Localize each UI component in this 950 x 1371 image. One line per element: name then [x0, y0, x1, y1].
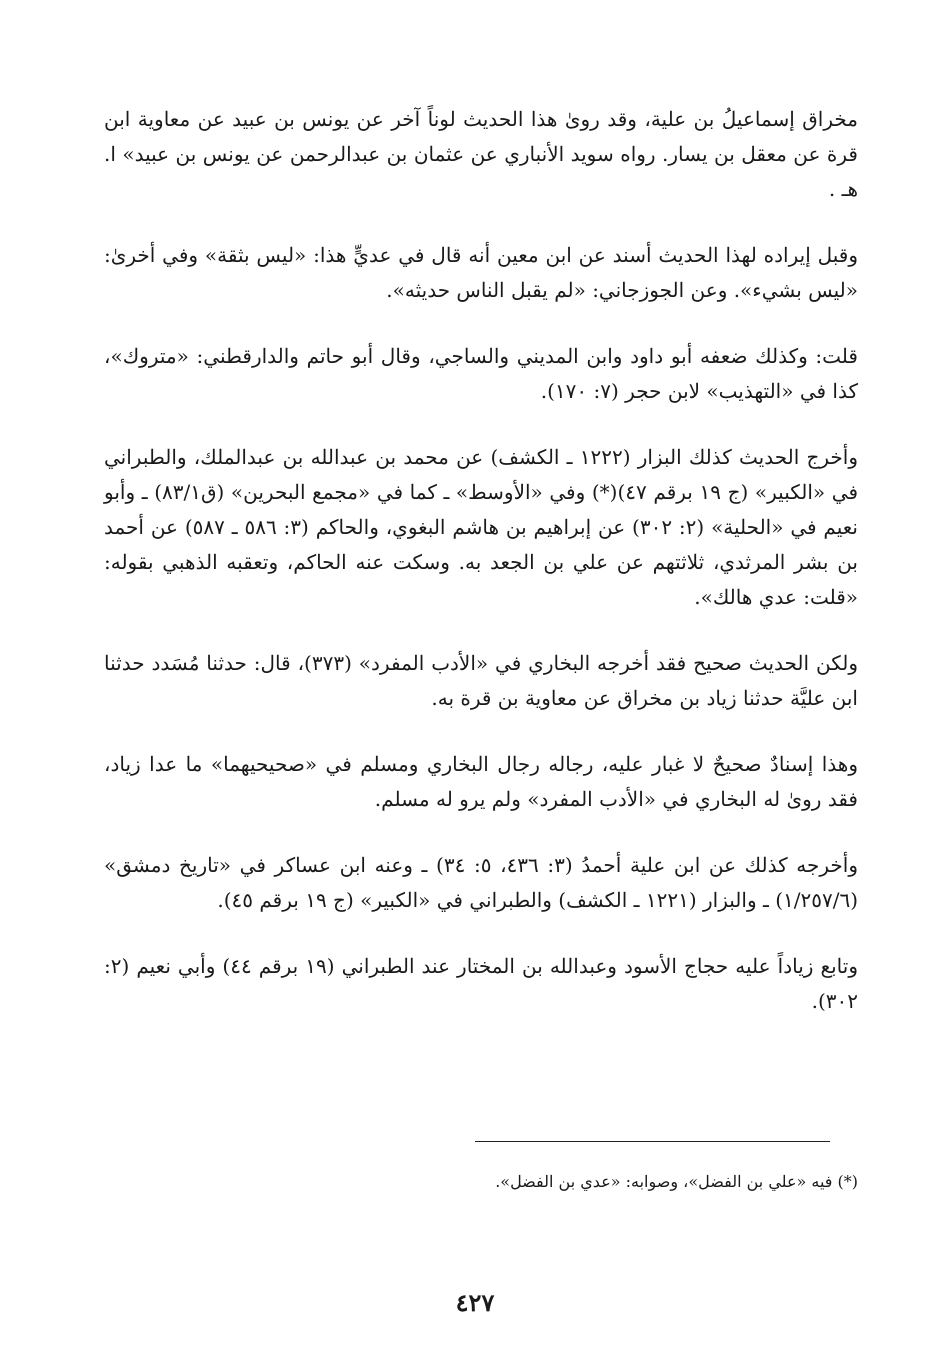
footnote: (*) فيه «علي بن الفضل»، وصوابه: «عدي بن الفضل».: [495, 1172, 858, 1191]
paragraph: مخراق إسماعيلُ بن علية، وقد روىٰ هذا الحديث لوناً آخر عن يونس بن عبيد عن معاوية ابن قرة عن معقل بن يسار. رواه سويد الأنباري عن عثمان بن عبدالرحمن عن يونس بن عبيد» ا. هـ .: [104, 107, 858, 201]
footnote-divider: [475, 1141, 830, 1142]
page-number: ٤٢٧: [455, 1288, 495, 1317]
paragraph: وأخرجه كذلك عن ابن علية أحمدُ (٣: ٤٣٦، ٥: ٣٤) ـ وعنه ابن عساكر في «تاريخ دمشق» (١/٢٥٧/٦) ـ والبزار (١٢٢١ ـ الكشف) والطبراني في «الكبير» (ج ١٩ برقم ٤٥).: [104, 853, 858, 912]
paragraph: قلت: وكذلك ضعفه أبو داود وابن المديني والساجي، وقال أبو حاتم والدارقطني: «متروك»، كذا في «التهذيب» لابن حجر (٧: ١٧٠).: [104, 344, 858, 403]
paragraph: وقبل إيراده لهذا الحديث أسند عن ابن معين أنه قال في عديٍّ هذا: «ليس بثقة» وفي أخرىٰ: «ليس بشيء». وعن الجوزجاني: «لم يقبل الناس حديثه».: [104, 243, 858, 302]
paragraph: وأخرج الحديث كذلك البزار (١٢٢٢ ـ الكشف) عن محمد بن عبدالله بن عبدالملك، والطبراني في «الكبير» (ج ١٩ برقم ٤٧)(*) وفي «الأوسط» ـ كما في «مجمع البحرين» (ق٨٣/١) ـ وأبو نعيم في «الحلية» (٢: ٣٠٢) عن إبراهيم بن هاشم البغوي، والحاكم (٣: ٥٨٦ ـ ٥٨٧) عن أحمد بن بشر المرثدي، ثلاثتهم عن علي بن الجعد به. وسكت عنه الحاكم، وتعقبه الذهبي بقوله: «قلت: عدي هالك».: [104, 445, 859, 609]
paragraph: ولكن الحديث صحيح فقد أخرجه البخاري في «الأدب المفرد» (٣٧٣)، قال: حدثنا مُسَدد حدثنا ابن عليَّة حدثنا زياد بن مخراق عن معاوية بن قرة به.: [104, 651, 858, 710]
paragraph: وتابع زياداً عليه حجاج الأسود وعبدالله بن المختار عند الطبراني (١٩ برقم ٤٤) وأبي نعيم (٢: ٣٠٢).: [104, 954, 858, 1013]
body-text: [104, 102, 858, 1019]
paragraph: وهذا إسنادٌ صحيحٌ لا غبار عليه، رجاله رجال البخاري ومسلم في «صحيحيهما» ما عدا زياد، فقد روىٰ له البخاري في «الأدب المفرد» ولم يرو له مسلم.: [104, 752, 858, 811]
